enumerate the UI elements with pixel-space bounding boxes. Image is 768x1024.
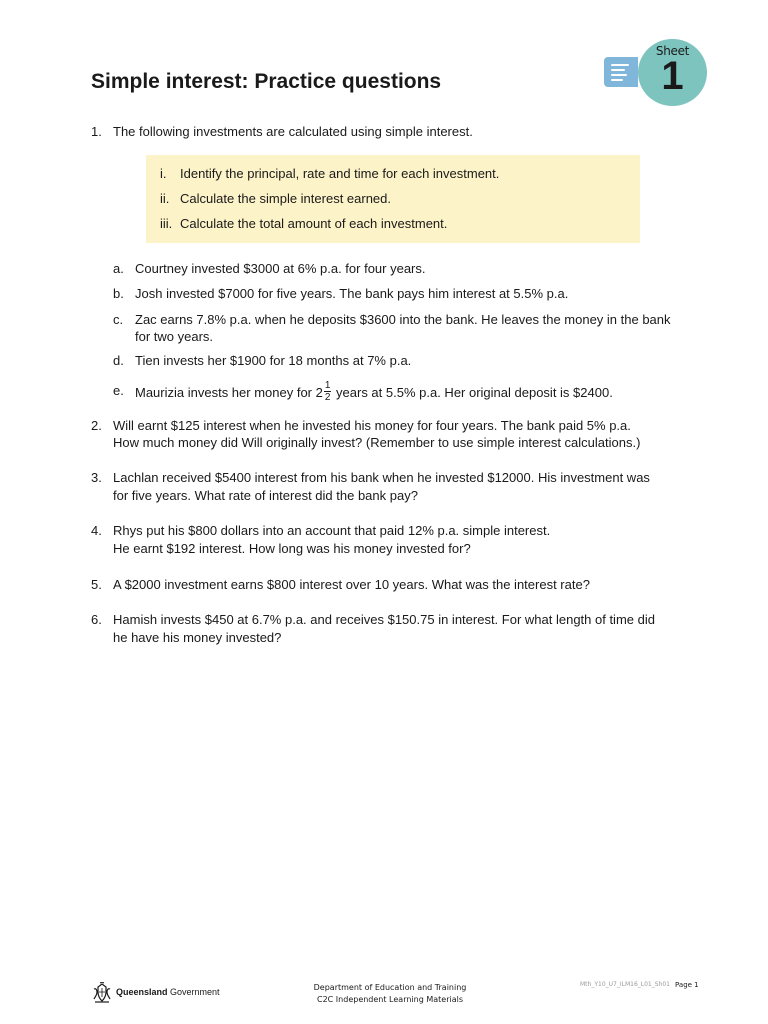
question-text-continued: He earnt $192 interest. How long was his money invested for?: [113, 541, 471, 556]
question-number: 4.: [91, 523, 102, 538]
instruction-number: iii.: [160, 216, 173, 231]
queensland-government-logo: [91, 981, 231, 1005]
part-text: [135, 382, 613, 405]
part-text: Josh invested $7000 for five years. The bank pays him interest at 5.5% p.a.: [135, 286, 569, 301]
page-title: Simple interest: Practice questions: [91, 70, 442, 93]
fraction-denominator: 2: [324, 392, 331, 403]
footer-department: [290, 982, 490, 1006]
question-number: 5.: [91, 577, 102, 592]
department-name: Department of Education and Training: [313, 983, 467, 992]
question-text: A $2000 investment earns $800 interest over 10 years. What was the interest rate?: [113, 577, 590, 592]
part-letter: e.: [113, 383, 124, 398]
question-number: 3.: [91, 470, 102, 485]
question-text: The following investments are calculated using simple interest.: [113, 124, 473, 139]
document-code: Mth_Y10_U7_ILM16_L01_Sh01: [580, 981, 670, 988]
question-text-continued: for five years. What rate of interest did the bank pay?: [113, 488, 418, 503]
instruction-number: i.: [160, 166, 167, 181]
part-letter: d.: [113, 353, 124, 368]
instruction-box: [146, 155, 640, 243]
instruction-number: ii.: [160, 191, 170, 206]
question-text: Rhys put his $800 dollars into an account that paid 12% p.a. simple interest.: [113, 523, 551, 538]
mixed-fraction: [324, 380, 332, 403]
part-text: Zac earns 7.8% p.a. when he deposits $3600 into the bank. He leaves the money in the bank: [135, 312, 671, 327]
part-letter: a.: [113, 261, 124, 276]
instruction-text: Calculate the total amount of each investment.: [180, 216, 448, 231]
question-text-continued: he have his money invested?: [113, 630, 282, 645]
question-text: Will earnt $125 interest when he invested his money for four years. The bank paid 5% p.a.: [113, 418, 631, 433]
part-text-before: Maurizia invests her money for 2: [135, 384, 323, 400]
sheet-label: Sheet: [655, 44, 690, 58]
coat-of-arms-icon: [91, 982, 113, 1004]
instruction-text: Identify the principal, rate and time for each investment.: [180, 166, 500, 181]
page-number: Page 1: [675, 981, 699, 989]
instruction-text: Calculate the simple interest earned.: [180, 191, 392, 206]
question-number: 1.: [91, 124, 102, 139]
question-number: 2.: [91, 418, 102, 433]
question-text-continued: How much money did Will originally invest? (Remember to use simple interest calculations.): [113, 435, 641, 450]
part-text: Courtney invested $3000 at 6% p.a. for four years.: [135, 261, 426, 276]
document-icon: [604, 57, 638, 87]
materials-name: C2C Independent Learning Materials: [317, 995, 463, 1004]
fraction-numerator: 1: [324, 380, 331, 391]
sheet-circle: [638, 39, 707, 106]
part-text-after: years at 5.5% p.a. Her original deposit is $2400.: [332, 384, 613, 400]
question-text: Lachlan received $5400 interest from his bank when he invested $12000. His investment was: [113, 470, 650, 485]
sheet-badge: [604, 38, 708, 108]
sheet-number: 1: [661, 54, 684, 98]
part-letter: b.: [113, 286, 124, 301]
brand-name: Queensland Government: [116, 987, 220, 997]
question-number: 6.: [91, 612, 102, 627]
question-text: Hamish invests $450 at 6.7% p.a. and receives $150.75 in interest. For what length of time did: [113, 612, 655, 627]
part-letter: c.: [113, 312, 124, 327]
part-text: Tien invests her $1900 for 18 months at 7% p.a.: [135, 353, 412, 368]
part-text-continued: for two years.: [135, 329, 214, 344]
